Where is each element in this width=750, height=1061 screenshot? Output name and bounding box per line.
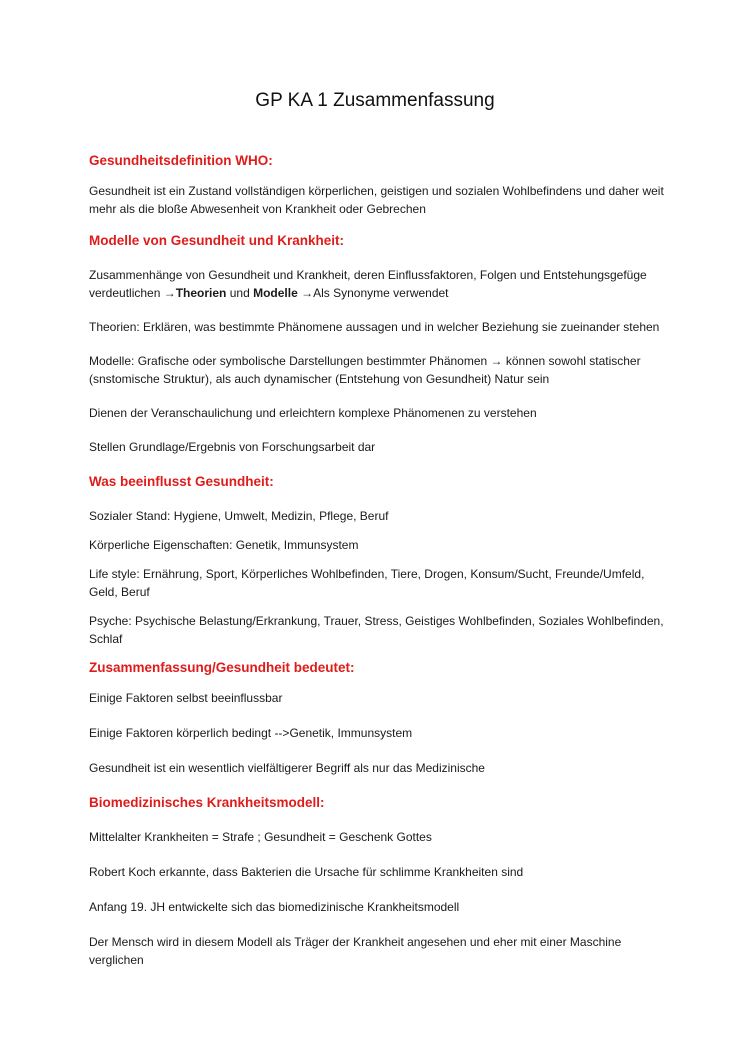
paragraph: Theorien: Erklären, was bestimmte Phänomene aussagen und in welcher Beziehung sie zueinander stehen [89, 320, 660, 334]
intro-text: Als Synonyme verwendet [313, 286, 449, 300]
paragraph: Anfang 19. JH entwickelte sich das biomedizinische Krankheitsmodell [89, 900, 460, 914]
intro-text: Zusammenhänge von Gesundheit und Krankheit, deren Einflussfaktoren, Folgen und Entstehungsgefüge verdeutlichen [89, 268, 647, 300]
section-einfluss [89, 473, 669, 648]
arrow-icon: → [163, 286, 176, 300]
section-heading: Zusammenfassung/Gesundheit bedeutet: [89, 660, 355, 675]
section-modelle [89, 232, 669, 456]
document-title: GP KA 1 Zusammenfassung [255, 90, 495, 111]
paragraph: Gesundheit ist ein wesentlich vielfältigerer Begriff als nur das Medizinische [89, 761, 485, 775]
paragraph: Der Mensch wird in diesem Modell als Träger der Krankheit angesehen und eher mit einer Maschine verglichen [89, 935, 622, 967]
paragraph: Mittelalter Krankheiten = Strafe ; Gesundheit = Geschenk Gottes [89, 830, 432, 844]
paragraph-intro [89, 266, 669, 302]
paragraph: Life style: Ernährung, Sport, Körperliches Wohlbefinden, Tiere, Drogen, Konsum/Sucht, Freunde/Umfeld, Geld, Beruf [89, 567, 645, 599]
paragraph: Robert Koch erkannte, dass Bakterien die Ursache für schlimme Krankheiten sind [89, 865, 524, 879]
section-heading: Gesundheitsdefinition WHO: [89, 153, 273, 168]
intro-text: und [226, 286, 254, 300]
arrow-icon: → [297, 286, 314, 300]
paragraph: Sozialer Stand: Hygiene, Umwelt, Medizin, Pflege, Beruf [89, 509, 389, 523]
section-who [89, 152, 669, 218]
section-heading: Modelle von Gesundheit und Krankheit: [89, 233, 345, 248]
paragraph: Gesundheit ist ein Zustand vollständigen körperlichen, geistigen und sozialen Wohlbefindens und daher weit mehr als die bloße Abwesenheit von Krankheit oder Gebrechen [89, 184, 664, 216]
document-body [89, 152, 669, 969]
paragraph: Einige Faktoren selbst beeinflussbar [89, 691, 283, 705]
intro-bold-modelle: Modelle [253, 286, 298, 300]
section-heading: Biomedizinisches Krankheitsmodell: [89, 795, 325, 810]
paragraph: Körperliche Eigenschaften: Genetik, Immunsystem [89, 538, 359, 552]
paragraph: Stellen Grundlage/Ergebnis von Forschungsarbeit dar [89, 440, 376, 454]
paragraph: Modelle: Grafische oder symbolische Darstellungen bestimmter Phänomen → können sowohl statischer (snstomische Struktur), als auch dynamischer (Entstehung von Gesundheit) Natur sein [89, 354, 641, 386]
paragraph: Psyche: Psychische Belastung/Erkrankung, Trauer, Stress, Geistiges Wohlbefinden, Soziales Wohlbefinden, Schlaf [89, 614, 664, 646]
section-zusammenfassung [89, 659, 669, 777]
intro-bold-theorien: Theorien [175, 286, 227, 300]
section-biomedizin [89, 794, 669, 969]
paragraph: Einige Faktoren körperlich bedingt -->Genetik, Immunsystem [89, 726, 413, 740]
paragraph: Dienen der Veranschaulichung und erleichtern komplexe Phänomenen zu verstehen [89, 406, 537, 420]
section-heading: Was beeinflusst Gesundheit: [89, 474, 274, 489]
